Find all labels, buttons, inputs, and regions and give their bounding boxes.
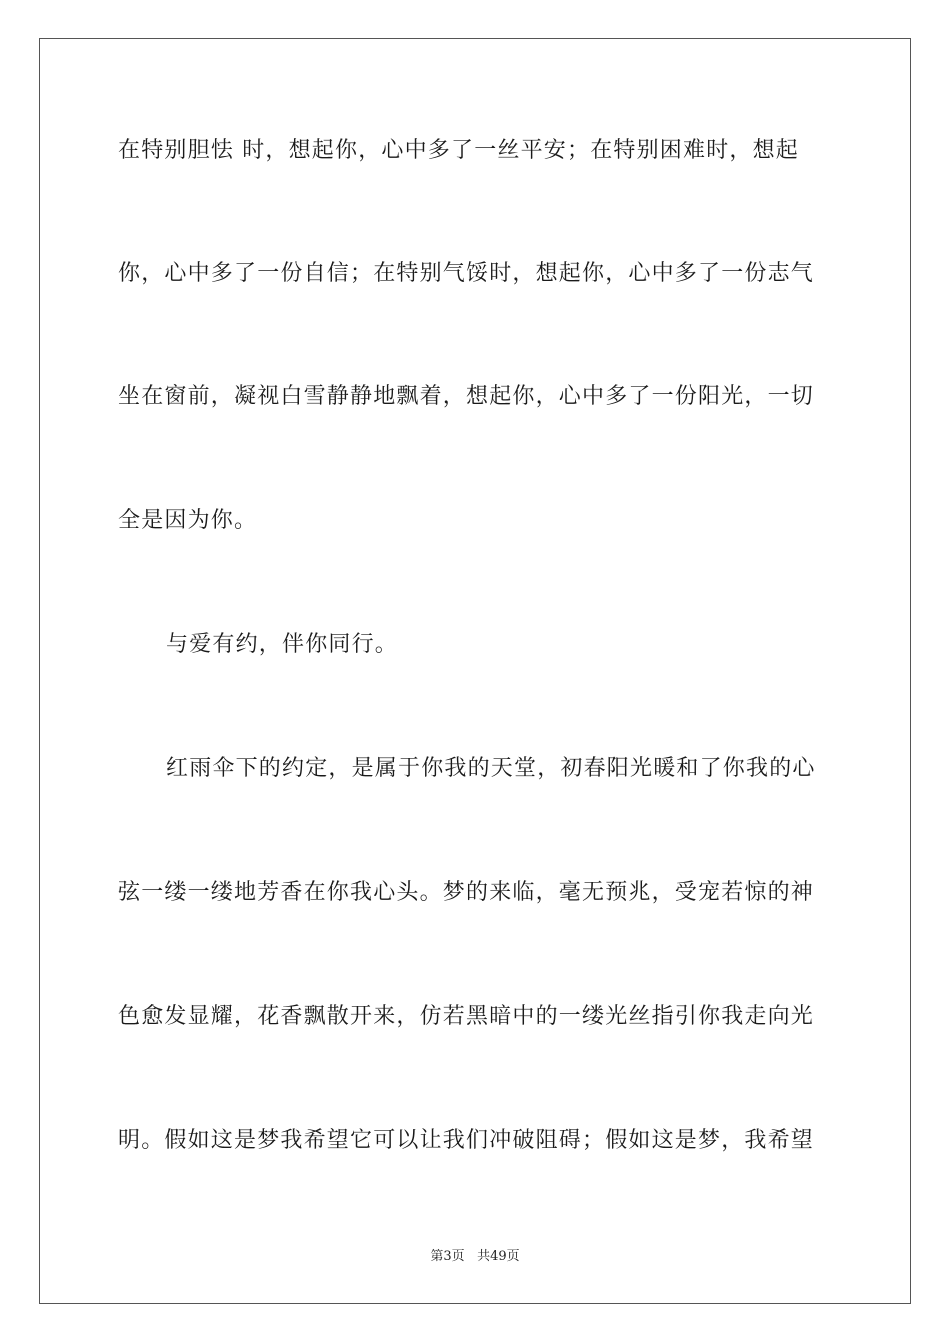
text-line-3: 坐在窗前，凝视白雪静静地飘着，想起你，心中多了一份阳光，一切 [118, 384, 815, 409]
text-line-8: 色愈发显耀，花香飘散开来，仿若黑暗中的一缕光丝指引你我走向光 [118, 1004, 815, 1029]
page-number: 第3页 [430, 1249, 465, 1264]
text-line-4: 全是因为你。 [118, 508, 258, 533]
page-footer [0, 1248, 950, 1266]
text-line-1: 在特别胆怯 时，想起你，心中多了一丝平安；在特别困难时，想起 [118, 138, 799, 163]
paragraph-heading: 与爱有约，伴你同行。 [166, 632, 399, 657]
text-line-6: 红雨伞下的约定，是属于你我的天堂，初春阳光暖和了你我的心 [166, 756, 816, 781]
page-total: 共49页 [477, 1249, 520, 1264]
text-line-2: 你，心中多了一份自信；在特别气馁时，想起你，心中多了一份志气 [118, 261, 815, 286]
page-border [39, 38, 911, 1304]
text-line-9: 明。假如这是梦我希望它可以让我们冲破阻碍；假如这是梦，我希望 [118, 1128, 815, 1153]
text-line-7: 弦一缕一缕地芳香在你我心头。梦的来临，毫无预兆，受宠若惊的神 [118, 880, 815, 905]
